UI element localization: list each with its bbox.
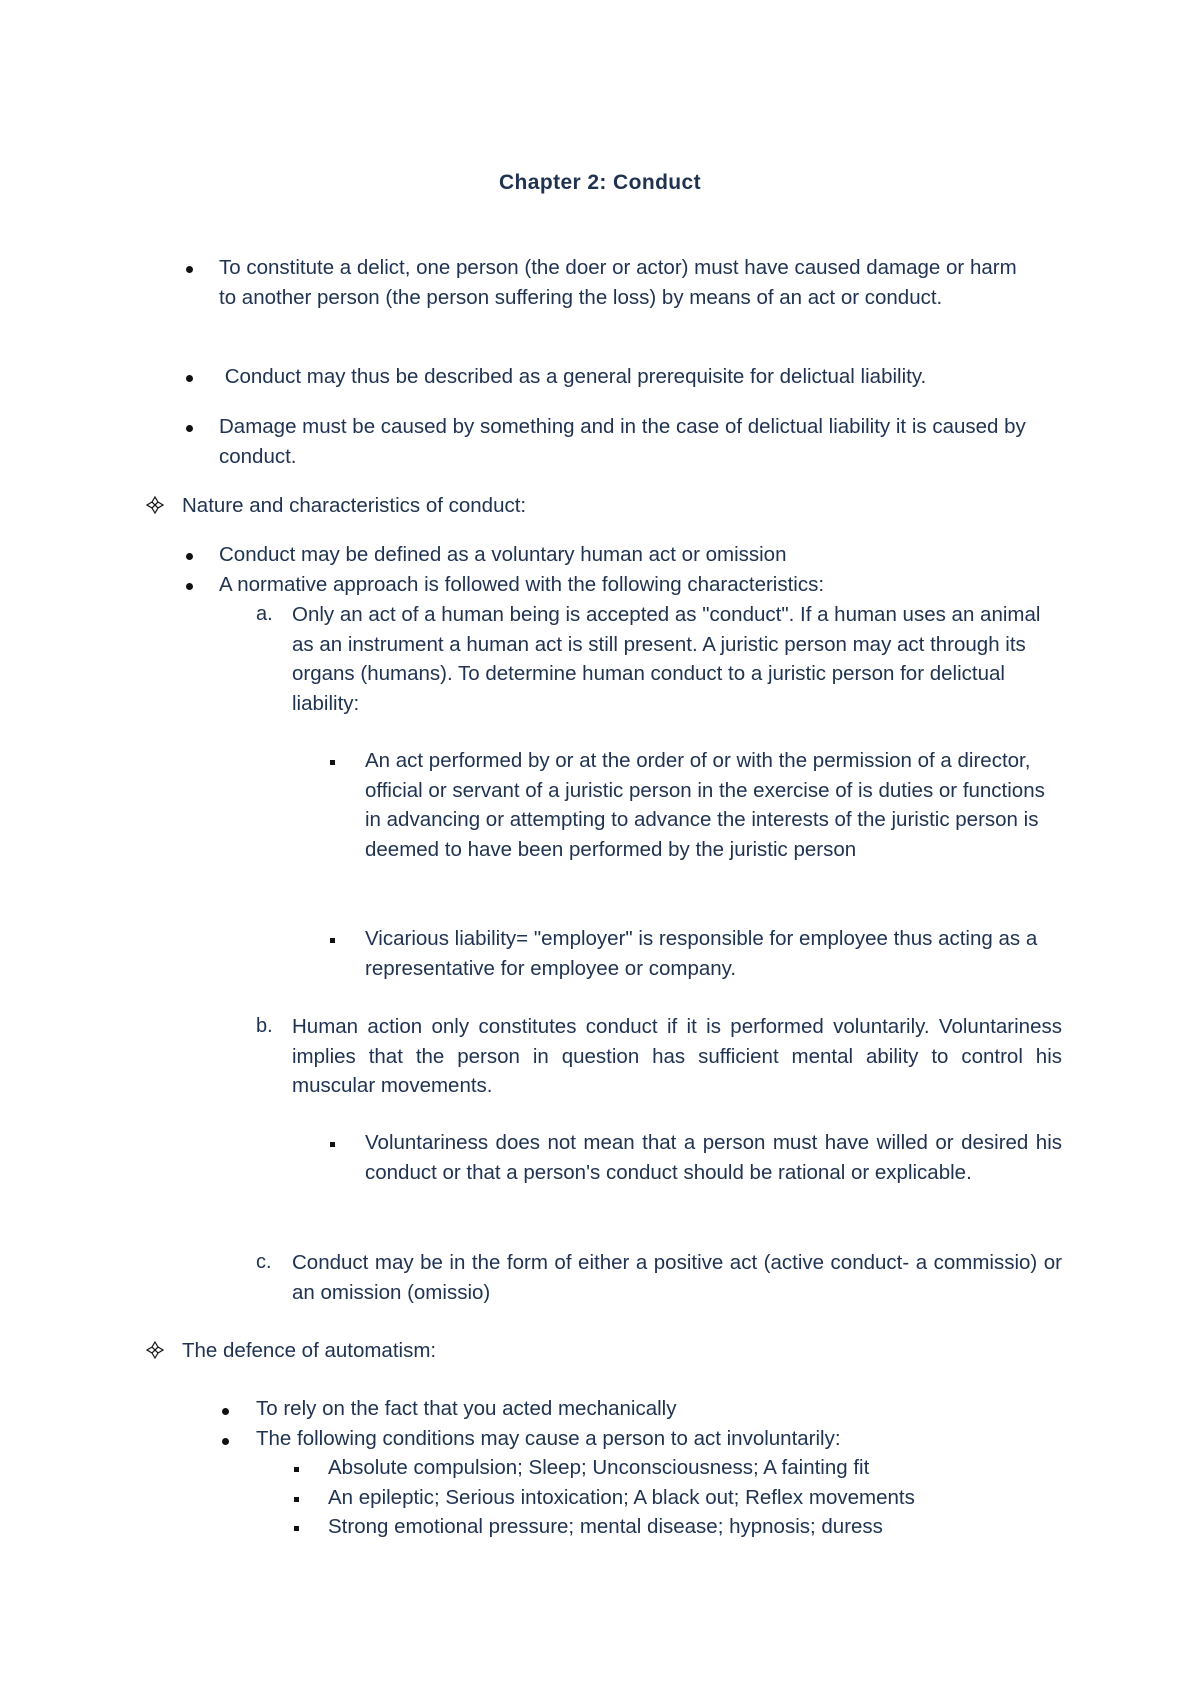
bullet-dot (186, 266, 193, 273)
section-heading-nature: Nature and characteristics of conduct: (182, 494, 527, 517)
bullet-dot (222, 1408, 229, 1415)
square-bullet (294, 1467, 299, 1472)
section1-bullet-2: A normative approach is followed with the following characteristics: (219, 573, 825, 596)
bullet-dot (186, 375, 193, 382)
bullet-dot (222, 1438, 229, 1445)
characteristic-b-sub-1: Voluntariness does not mean that a person must have willed or desired his conduct or that a person's conduct should be rational or explicable. (365, 1131, 1062, 1184)
page-title: Chapter 2: Conduct (498, 171, 702, 194)
diamond-bullet-icon (146, 496, 164, 514)
characteristic-a-sub-1: An act performed by or at the order of or with the permission of a director, official or servant of a juristic person in the exercise of is duties or functions in advancing or attempting to advance the interests of the juristic person is deemed to have been performed by the juristic person (365, 749, 1045, 861)
section-heading-automatism: The defence of automatism: (182, 1339, 437, 1362)
square-bullet (294, 1526, 299, 1531)
bullet-dot (186, 425, 193, 432)
list-marker-a: a. (256, 603, 273, 625)
intro-bullet-1: To constitute a delict, one person (the doer or actor) must have caused damage or harm to another person (the person suffering the loss) by means of an act or conduct. (219, 256, 1017, 309)
characteristic-b: Human action only constitutes conduct if it is performed voluntarily. Voluntariness implies that the person in question has sufficient mental ability to control his muscular movements. (292, 1015, 1062, 1097)
characteristic-a: Only an act of a human being is accepted as "conduct". If a human uses an animal as an instrument a human act is still present. A juristic person may act through its organs (humans). To determine human conduct to a juristic person for delictual liability: (292, 603, 1041, 715)
square-bullet (330, 1142, 335, 1147)
bullet-dot (186, 553, 193, 560)
automatism-bullet-2: The following conditions may cause a person to act involuntarily: (256, 1427, 841, 1450)
list-marker-b: b. (256, 1015, 273, 1037)
intro-bullet-2: Conduct may thus be described as a general prerequisite for delictual liability. (219, 365, 927, 388)
automatism-condition-2: An epileptic; Serious intoxication; A black out; Reflex movements (328, 1486, 915, 1509)
automatism-condition-3: Strong emotional pressure; mental disease; hypnosis; duress (328, 1515, 883, 1538)
automatism-condition-1: Absolute compulsion; Sleep; Unconsciousness; A fainting fit (328, 1456, 870, 1479)
square-bullet (330, 760, 335, 765)
characteristic-a-sub-2: Vicarious liability= "employer" is responsible for employee thus acting as a representative for employee or company. (365, 927, 1038, 980)
square-bullet (330, 938, 335, 943)
section1-bullet-1: Conduct may be defined as a voluntary human act or omission (219, 543, 787, 566)
bullet-dot (186, 583, 193, 590)
characteristic-c: Conduct may be in the form of either a positive act (active conduct- a commissio) or an omission (omissio) (292, 1251, 1062, 1304)
list-marker-c: c. (256, 1251, 272, 1273)
intro-bullet-3: Damage must be caused by something and in the case of delictual liability it is caused by conduct. (219, 415, 1026, 468)
square-bullet (294, 1497, 299, 1502)
diamond-bullet-icon (146, 1341, 164, 1359)
automatism-bullet-1: To rely on the fact that you acted mechanically (256, 1397, 677, 1420)
